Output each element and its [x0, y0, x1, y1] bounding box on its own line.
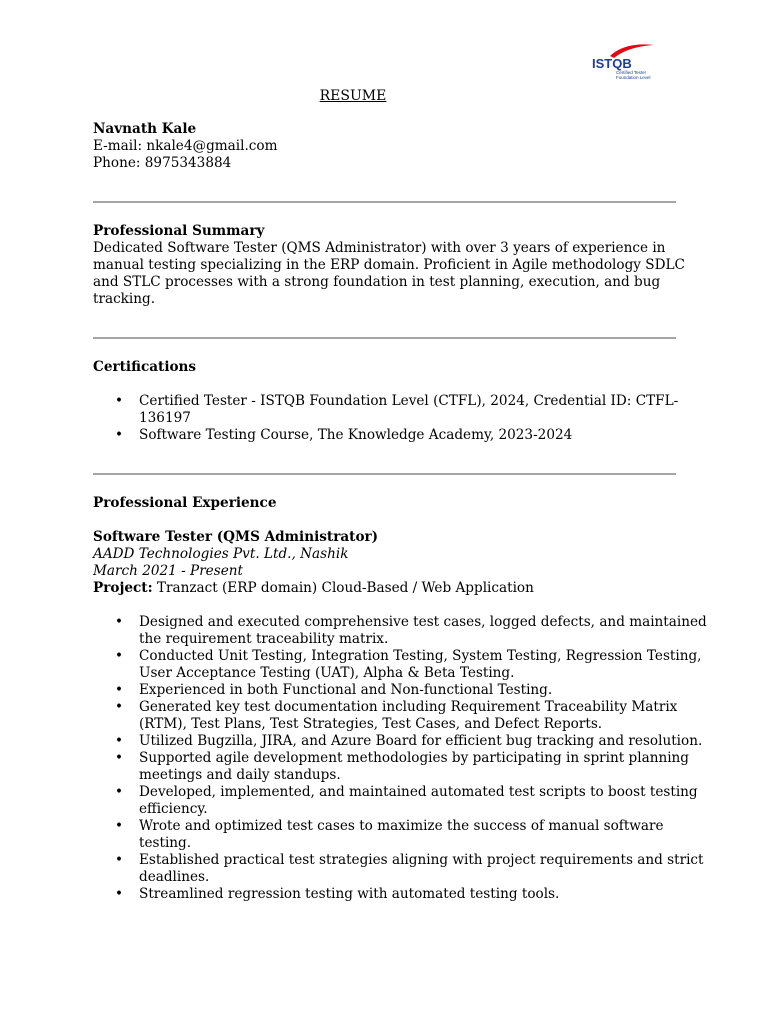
project-line: [93, 580, 683, 597]
list-item-line: (RTM), Test Plans, Test Strategies, Test Cases, and Defect Reports.: [139, 716, 603, 732]
email-line: E-mail: nkale4@gmail.com: [93, 138, 278, 154]
list-item-line: deadlines.: [139, 869, 210, 885]
list-item-line: • Experienced in both Functional and Non-functional Testing.: [139, 682, 553, 698]
list-item-line: • Generated key test documentation including Requirement Traceability Matrix: [139, 699, 678, 715]
list-item-line: • Certified Tester - ISTQB Foundation Level (CTFL), 2024, Credential ID: CTFL-: [139, 393, 679, 409]
list-item-line: 136197: [139, 410, 191, 426]
summary-line: Dedicated Software Tester (QMS Administrator) with over 3 years of experience in: [93, 240, 666, 256]
candidate-name: Navnath Kale: [93, 121, 197, 137]
list-item-line: the requirement traceability matrix.: [139, 631, 389, 647]
job-block: [93, 529, 683, 597]
certifications-section: [93, 359, 683, 444]
resume-content: [93, 121, 707, 903]
summary-line: and STLC processes with a strong foundation in test planning, execution, and bug: [93, 274, 661, 290]
summary-heading: Professional Summary: [93, 223, 265, 239]
list-item: [93, 733, 703, 750]
certifications-list: [93, 393, 683, 444]
section-divider: [93, 473, 676, 475]
section-divider: [93, 337, 676, 339]
list-item-line: • Established practical test strategies aligning with project requirements and strict: [139, 852, 704, 868]
contact-block: [93, 121, 683, 172]
summary-line: manual testing specializing in the ERP domain. Proficient in Agile methodology SDLC: [93, 257, 685, 273]
list-item: [93, 427, 683, 444]
list-item: [93, 886, 683, 903]
list-item: [93, 818, 683, 852]
list-item: [93, 614, 707, 648]
list-item-line: • Software Testing Course, The Knowledge Academy, 2023-2024: [139, 427, 573, 443]
list-item-line: efficiency.: [139, 801, 208, 817]
project-label: Project:: [93, 580, 153, 596]
summary-section: [93, 223, 683, 308]
list-item-line: User Acceptance Testing (UAT), Alpha & Beta Testing.: [139, 665, 515, 681]
list-item-line: • Developed, implemented, and maintained automated test scripts to boost testing: [139, 784, 698, 800]
job-title: Software Tester (QMS Administrator): [93, 529, 379, 545]
project-value: Tranzact (ERP domain) Cloud-Based / Web Application: [152, 580, 534, 596]
experience-heading: Professional Experience: [93, 495, 277, 511]
list-item: [93, 750, 690, 784]
list-item-line: • Supported agile development methodologies by participating in sprint planning: [139, 750, 690, 766]
list-item-line: • Conducted Unit Testing, Integration Testing, System Testing, Regression Testing,: [139, 648, 702, 664]
istqb-logo-graphic: [590, 42, 656, 82]
experience-section: [93, 495, 707, 903]
list-item: [93, 682, 683, 699]
svg-text:Certified Tester: Certified Tester: [616, 70, 647, 75]
company-name: AADD Technologies Pvt. Ltd., Nashik: [93, 546, 349, 562]
section-divider: [93, 201, 676, 203]
list-item: [93, 784, 698, 818]
list-item: [93, 648, 702, 682]
resume-title: RESUME: [319, 88, 387, 104]
job-dates: March 2021 - Present: [93, 563, 243, 579]
list-item-line: • Wrote and optimized test cases to maximize the success of manual software: [139, 818, 664, 834]
list-item-line: • Streamlined regression testing with automated testing tools.: [139, 886, 560, 902]
svg-text:ISTQB: ISTQB: [592, 56, 632, 71]
list-item: [93, 393, 683, 427]
svg-text:Foundation Level: Foundation Level: [616, 75, 651, 80]
phone-line: Phone: 8975343884: [93, 155, 232, 171]
list-item: [93, 699, 683, 733]
experience-list: [93, 614, 707, 903]
list-item-line: meetings and daily standups.: [139, 767, 341, 783]
list-item-line: • Utilized Bugzilla, JIRA, and Azure Board for efficient bug tracking and resolution.: [139, 733, 703, 749]
istqb-logo: [590, 42, 656, 82]
list-item: [93, 852, 704, 886]
list-item-line: • Designed and executed comprehensive test cases, logged defects, and maintained: [139, 614, 707, 630]
summary-line: tracking.: [93, 291, 156, 307]
list-item-line: testing.: [139, 835, 192, 851]
certifications-heading: Certifications: [93, 359, 197, 375]
